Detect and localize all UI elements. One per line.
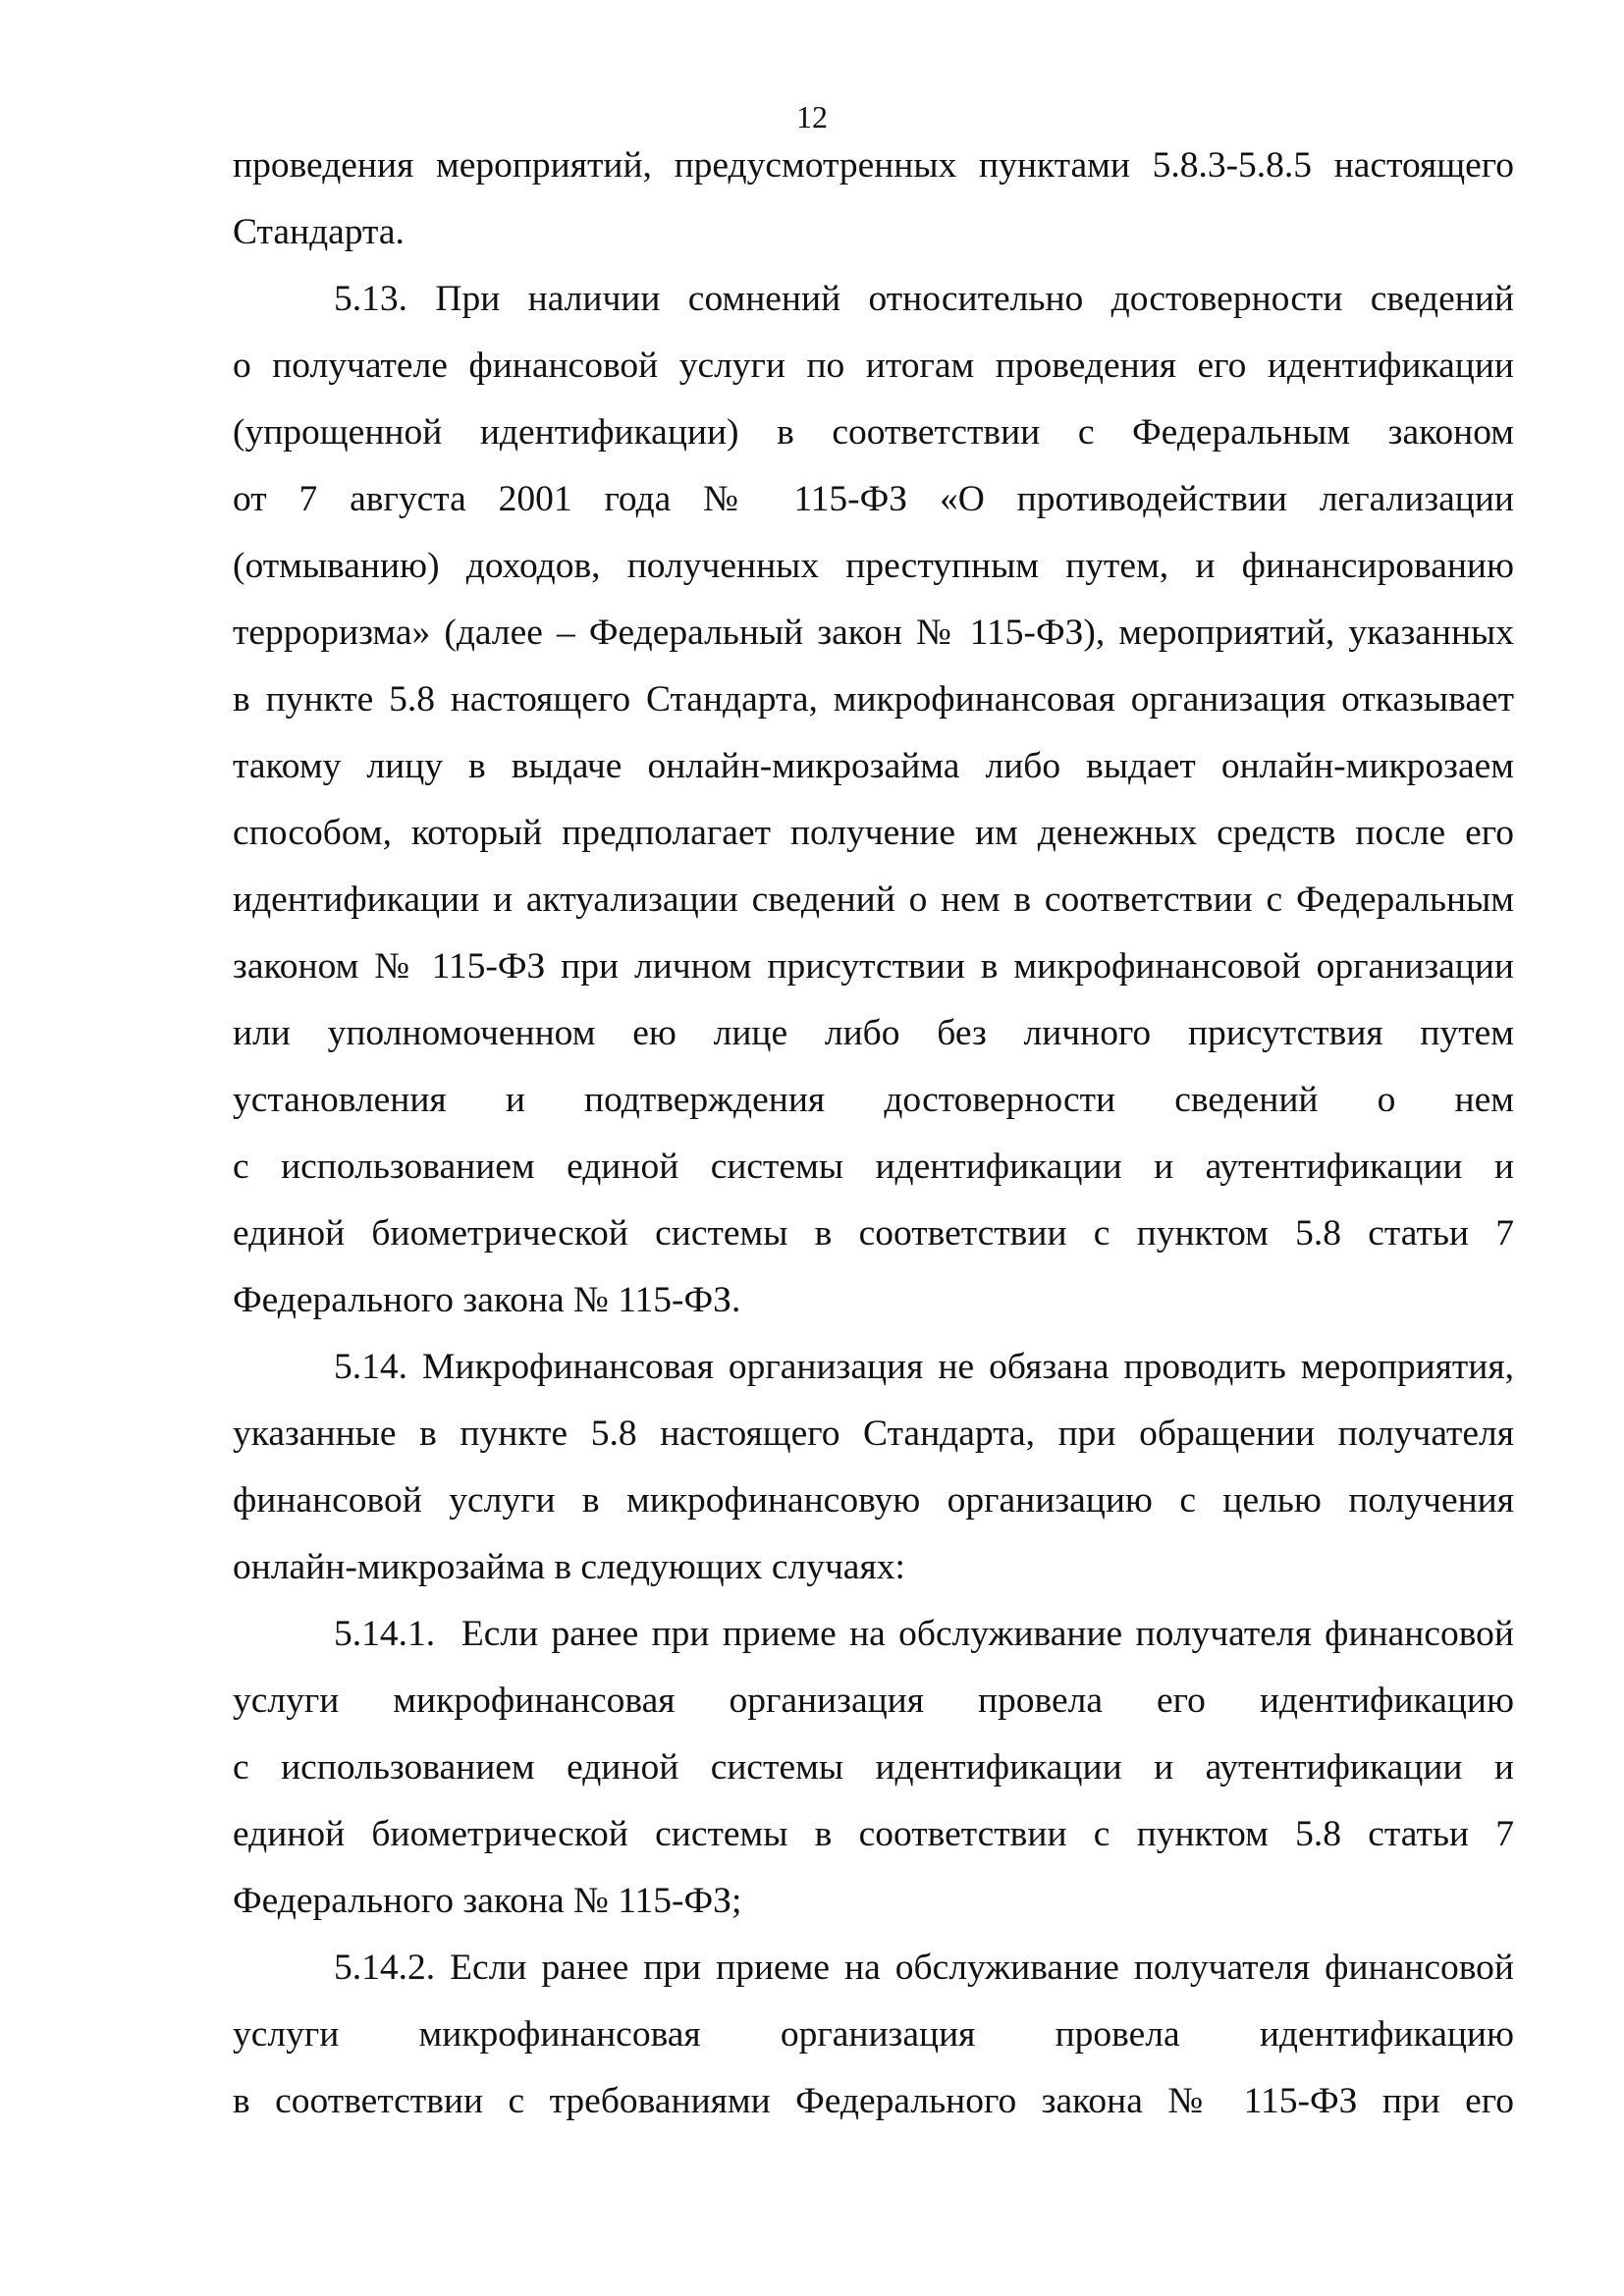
text-line: или уполномоченном ею лице либо без личного присутствия путем xyxy=(233,1013,1514,1053)
text-line: услуги микрофинансовая организация провела его идентификацию xyxy=(233,1681,1514,1721)
paragraph-5-14-1 xyxy=(233,1601,1514,1935)
text-line: терроризма» (далее – Федеральный закон № 115-ФЗ), мероприятий, указанных xyxy=(233,613,1514,653)
document-body xyxy=(233,133,1514,2135)
text-line: с использованием единой системы идентификации и аутентификации и xyxy=(233,1747,1514,1788)
text-line: Стандарта. xyxy=(233,212,405,252)
text-line: идентификации и актуализации сведений о нем в соответствии с Федеральным xyxy=(233,880,1514,920)
text-line: в пункте 5.8 настоящего Стандарта, микрофинансовая организация отказывает xyxy=(233,679,1514,720)
text-line: онлайн-микрозайма в следующих случаях: xyxy=(233,1547,905,1587)
text-line: 5.14. Микрофинансовая организация не обязана проводить мероприятия, xyxy=(334,1347,1514,1387)
page-number: 12 xyxy=(796,99,828,134)
paragraph-5-13 xyxy=(233,266,1514,1334)
text-line: Федерального закона № 115-ФЗ. xyxy=(233,1280,741,1320)
text-line: проведения мероприятий, предусмотренных пунктами 5.8.3-5.8.5 настоящего xyxy=(233,145,1514,186)
text-line: единой биометрической системы в соответствии с пунктом 5.8 статьи 7 xyxy=(233,1213,1514,1254)
text-line: Федерального закона № 115-ФЗ; xyxy=(233,1881,742,1921)
text-line: способом, который предполагает получение им денежных средств после его xyxy=(233,813,1514,853)
text-line: указанные в пункте 5.8 настоящего Стандарта, при обращении получателя xyxy=(233,1414,1514,1454)
text-line: 5.14.1. Если ранее при приеме на обслуживание получателя финансовой xyxy=(334,1614,1514,1654)
text-line: (отмыванию) доходов, полученных преступным путем, и финансированию xyxy=(233,546,1514,586)
paragraph-5-14 xyxy=(233,1334,1514,1601)
text-line: 5.14.2. Если ранее при приеме на обслуживание получателя финансовой xyxy=(334,1948,1514,1988)
text-line: такому лицу в выдаче онлайн-микрозайма либо выдает онлайн-микрозаем xyxy=(233,746,1514,786)
text-line: о получателе финансовой услуги по итогам проведения его идентификации xyxy=(233,346,1514,386)
text-line: в соответствии с требованиями Федерального закона № 115-ФЗ при его xyxy=(233,2081,1514,2121)
text-line: (упрощенной идентификации) в соответствии с Федеральным законом xyxy=(233,412,1514,453)
paragraph-continuation xyxy=(233,133,1514,266)
text-line: 5.13. При наличии сомнений относительно достоверности сведений xyxy=(334,279,1514,319)
text-line: услуги микрофинансовая организация провела идентификацию xyxy=(233,2014,1514,2055)
text-line: установления и подтверждения достоверности сведений о нем xyxy=(233,1080,1514,1120)
text-line: финансовой услуги в микрофинансовую организацию с целью получения xyxy=(233,1480,1514,1521)
text-line: с использованием единой системы идентификации и аутентификации и xyxy=(233,1147,1514,1187)
paragraph-5-14-2 xyxy=(233,1935,1514,2135)
text-line: от 7 августа 2001 года № 115-ФЗ «О противодействии легализации xyxy=(233,479,1514,519)
text-line: законом № 115-ФЗ при личном присутствии в микрофинансовой организации xyxy=(233,946,1514,987)
text-line: единой биометрической системы в соответствии с пунктом 5.8 статьи 7 xyxy=(233,1814,1514,1854)
